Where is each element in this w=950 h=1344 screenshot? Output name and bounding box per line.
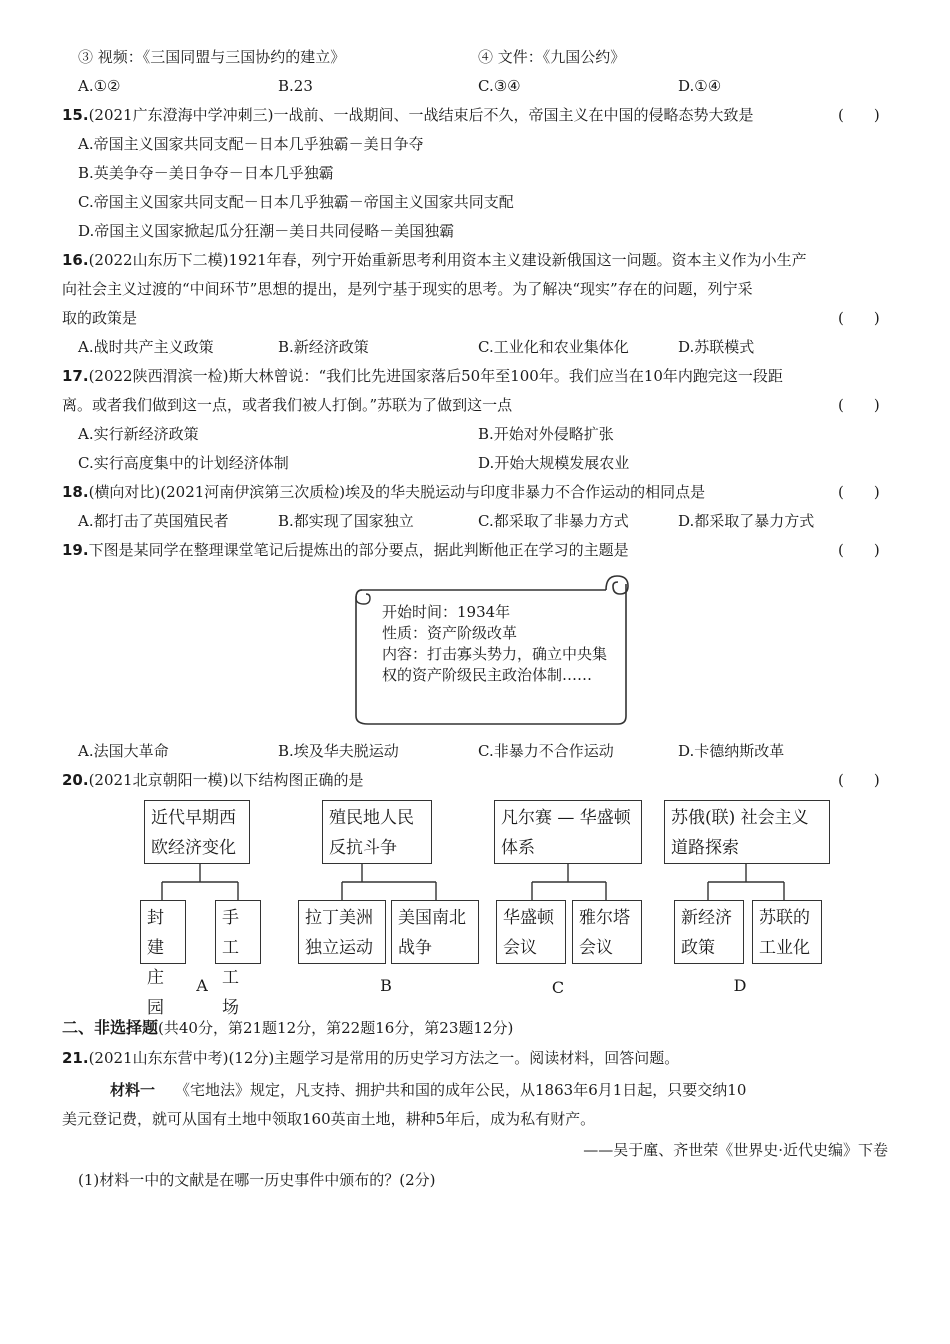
option-a: A.法国大革命 [78, 742, 169, 760]
chart-a-label: A [196, 976, 208, 995]
material-line-2: 美元登记费，就可从国有土地中领取160英亩土地，耕种5年后，成为私有财产。 [62, 1110, 596, 1128]
answer-blank: ( ) [838, 771, 880, 789]
question-21 [62, 1048, 679, 1068]
question-17 [62, 366, 783, 386]
question-19 [62, 540, 629, 560]
scroll-line-3: 内容：打击寡头势力，确立中央集 [382, 645, 608, 663]
material-source: ——吴于廑、齐世荣《世界史·近代史编》下卷 [583, 1141, 888, 1159]
chart-a-left-box: 封建 庄园 [140, 900, 186, 964]
question-20 [62, 770, 363, 790]
option-d: D.①④ [678, 77, 722, 95]
option-d: D.开始大规模发展农业 [478, 454, 630, 472]
option-b: B.都实现了国家独立 [278, 512, 414, 530]
option-b: B.英美争夺－美日争夺－日本几乎独霸 [78, 164, 334, 182]
answer-blank: ( ) [838, 483, 880, 501]
question-stem-line1: (2022山东历下二模)1921年春，列宁开始重新思考利用资本主义建设新俄国这一问题。资本主义作为小生产 [88, 251, 807, 269]
chart-c-top-box: 凡尔赛 — 华盛顿 体系 [494, 800, 642, 864]
option-d: D.帝国主义国家掀起瓜分狂潮－美日共同侵略－美国独霸 [78, 222, 455, 240]
question-stem: (2021广东澄海中学冲刺三)一战前、一战期间、一战结束后不久，帝国主义在中国的侵略态势大致是 [88, 106, 754, 124]
option-a: A.都打击了英国殖民者 [78, 512, 229, 530]
question-number: 18. [62, 483, 89, 501]
option-c: C.工业化和农业集体化 [478, 338, 629, 356]
question-15 [62, 105, 753, 125]
question-16 [62, 250, 807, 270]
question-number: 16. [62, 251, 89, 269]
scroll-line-4: 权的资产阶级民主政治体制…… [382, 666, 593, 684]
question-18 [62, 482, 705, 502]
option-d: D.都采取了暴力方式 [678, 512, 815, 530]
question-stem: 下图是某同学在整理课堂笔记后提炼出的部分要点，据此判断他正在学习的主题是 [88, 541, 629, 559]
question-number: 19. [62, 541, 89, 559]
option-a: A.①② [78, 77, 121, 95]
item-3: ③ 视频：《三国同盟与三国协约的建立》 [78, 48, 346, 66]
option-a: A.帝国主义国家共同支配－日本几乎独霸－美日争夺 [78, 135, 424, 153]
option-b: B.新经济政策 [278, 338, 369, 356]
material-text-1: 《宅地法》规定，凡支持、拥护共和国的成年公民，从1863年6月1日起，只要交纳10 [175, 1081, 747, 1099]
chart-b-top-box: 殖民地人民 反抗斗争 [322, 800, 432, 864]
scroll-line-2: 性质：资产阶级改革 [382, 624, 518, 642]
option-a: A.实行新经济政策 [78, 425, 199, 443]
chart-c-label: C [551, 978, 565, 997]
question-stem-line3: 取的政策是 [62, 309, 138, 327]
option-a: A.战时共产主义政策 [78, 338, 214, 356]
option-b: B.埃及华夫脱运动 [278, 742, 399, 760]
chart-d-top-box: 苏俄(联) 社会主义 道路探索 [664, 800, 830, 864]
question-number: 21. [62, 1049, 89, 1067]
question-number: 20. [62, 771, 89, 789]
option-b: B.开始对外侵略扩张 [478, 425, 614, 443]
option-d: D.苏联模式 [678, 338, 755, 356]
question-stem: (2021山东东营中考)(12分)主题学习是常用的历史学习方法之一。阅读材料，回答问题。 [88, 1049, 680, 1067]
question-stem-line2: 向社会主义过渡的“中间环节”思想的提出，是列宁基于现实的思考。为了解决“现实”存在的问题，列宁采 [62, 280, 753, 298]
sub-question-1: (1)材料一中的文献是在哪一历史事件中颁布的？(2分) [78, 1171, 436, 1189]
chart-d-right-box: 苏联的 工业化 [752, 900, 822, 964]
option-c: C.帝国主义国家共同支配－日本几乎独霸－帝国主义国家共同支配 [78, 193, 514, 211]
question-number: 15. [62, 106, 89, 124]
chart-a-right-box: 手工 工场 [215, 900, 261, 964]
question-stem: (2021北京朝阳一模)以下结构图正确的是 [88, 771, 364, 789]
chart-c-left-box: 华盛顿 会议 [496, 900, 566, 964]
answer-blank: ( ) [838, 396, 880, 414]
option-c: C.实行高度集中的计划经济体制 [78, 454, 289, 472]
option-c: C.都采取了非暴力方式 [478, 512, 629, 530]
chart-b-label: B [380, 976, 392, 995]
section-desc: (共40分，第21题12分，第22题16分，第23题12分) [158, 1019, 514, 1037]
chart-a-top-box: 近代早期西 欧经济变化 [144, 800, 250, 864]
chart-b-left-box: 拉丁美洲 独立运动 [298, 900, 386, 964]
chart-d-label: D [733, 976, 747, 995]
option-c: C.③④ [478, 77, 521, 95]
section-title: 二、非选择题 [62, 1018, 159, 1037]
option-c: C.非暴力不合作运动 [478, 742, 614, 760]
material-line-1 [110, 1080, 746, 1100]
material-label: 材料一 [110, 1081, 156, 1099]
section-heading [62, 1018, 513, 1038]
question-stem-line2: 离。或者我们做到这一点，或者我们被人打倒。”苏联为了做到这一点 [62, 396, 513, 414]
chart-c-right-box: 雅尔塔 会议 [572, 900, 642, 964]
item-4: ④ 文件：《九国公约》 [478, 48, 626, 66]
chart-b-right-box: 美国南北 战争 [391, 900, 479, 964]
option-b: B.23 [278, 77, 313, 95]
answer-blank: ( ) [838, 106, 880, 124]
answer-blank: ( ) [838, 541, 880, 559]
chart-d-left-box: 新经济 政策 [674, 900, 744, 964]
scroll-line-1: 开始时间：1934年 [382, 603, 511, 621]
answer-blank: ( ) [838, 309, 880, 327]
question-stem-line1: (2022陕西渭滨一检)斯大林曾说：“我们比先进国家落后50年至100年。我们应当在10年内跑完这一段距 [88, 367, 783, 385]
question-number: 17. [62, 367, 89, 385]
question-stem: (横向对比)(2021河南伊滨第三次质检)埃及的华夫脱运动与印度非暴力不合作运动的相同点是 [88, 483, 706, 501]
option-d: D.卡德纳斯改革 [678, 742, 785, 760]
